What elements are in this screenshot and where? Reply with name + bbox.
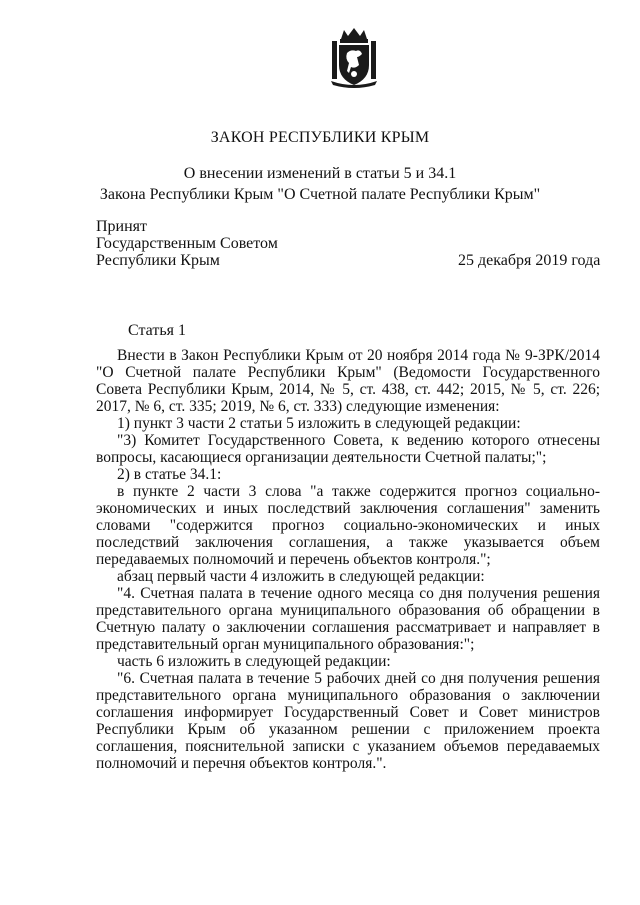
paragraph-intro: Внести в Закон Республики Крым от 20 ноября 2014 года № 9-ЗРК/2014 "О Счетной палате Республики Крым" (Ведомости Государственного Совета Республики Крым, 2014, № 5, ст. 438, ст. 442; 2015, № 5, ст. 226; 2017, № 6, ст. 335; 2019, № 6, ст. 333) следующие изменения:: [96, 347, 600, 415]
article-heading: Статья 1: [128, 322, 186, 339]
paragraph-part-6-intro: часть 6 изложить в следующей редакции:: [117, 653, 391, 670]
law-title: ЗАКОН РЕСПУБЛИКИ КРЫМ: [210, 129, 430, 146]
paragraph-part-4-intro: абзац первый части 4 изложить в следующей редакции:: [117, 568, 485, 585]
adopted-line-3: Республики Крым: [96, 252, 220, 269]
paragraph-item-1: 1) пункт 3 части 2 статьи 5 изложить в следующей редакции:: [117, 415, 521, 432]
paragraph-quote-6: "6. Счетная палата в течение 5 рабочих дней со дня получения решения представительного органа муниципального образования о заключении соглашения информирует Государственный Совет и Совет министров Республики Крым об указанном решении с приложением проекта соглашения, пояснительной записки с указанием объемов передаваемых полномочий и перечня объектов контроля.".: [96, 670, 600, 772]
paragraph-quote-3: "3) Комитет Государственного Совета, к ведению которого отнесены вопросы, касающиеся организации деятельности Счетной палаты;";: [96, 432, 600, 466]
law-subtitle: [0, 163, 640, 205]
adopted-line-2: Государственным Советом: [96, 235, 278, 252]
adoption-block: [96, 218, 278, 269]
subtitle-line-2: Закона Республики Крым "О Счетной палате Республики Крым": [99, 186, 541, 203]
paragraph-part-3: в пункте 2 части 3 слова "а также содержится прогноз социально-экономических и иных последствий заключения соглашения" заменить словами "содержится прогноз социально-экономических и иных последствий заключения соглашения, а также указывается объем передаваемых полномочий и перечень объектов контроля.";: [96, 483, 600, 568]
adopted-line-1: Принят: [96, 218, 148, 235]
adoption-date: 25 декабря 2019 года: [458, 252, 601, 269]
crimea-coat-of-arms-icon: [329, 27, 379, 89]
paragraph-item-2: 2) в статье 34.1:: [117, 466, 222, 483]
article-body: [96, 347, 600, 772]
paragraph-quote-4: "4. Счетная палата в течение одного месяца со дня получения решения представительного органа муниципального образования об обращении в Счетную палату о заключении соглашения рассматривает и направляет в представительный орган муниципального образования:";: [96, 585, 600, 653]
subtitle-line-1: О внесении изменений в статьи 5 и 34.1: [183, 165, 457, 182]
